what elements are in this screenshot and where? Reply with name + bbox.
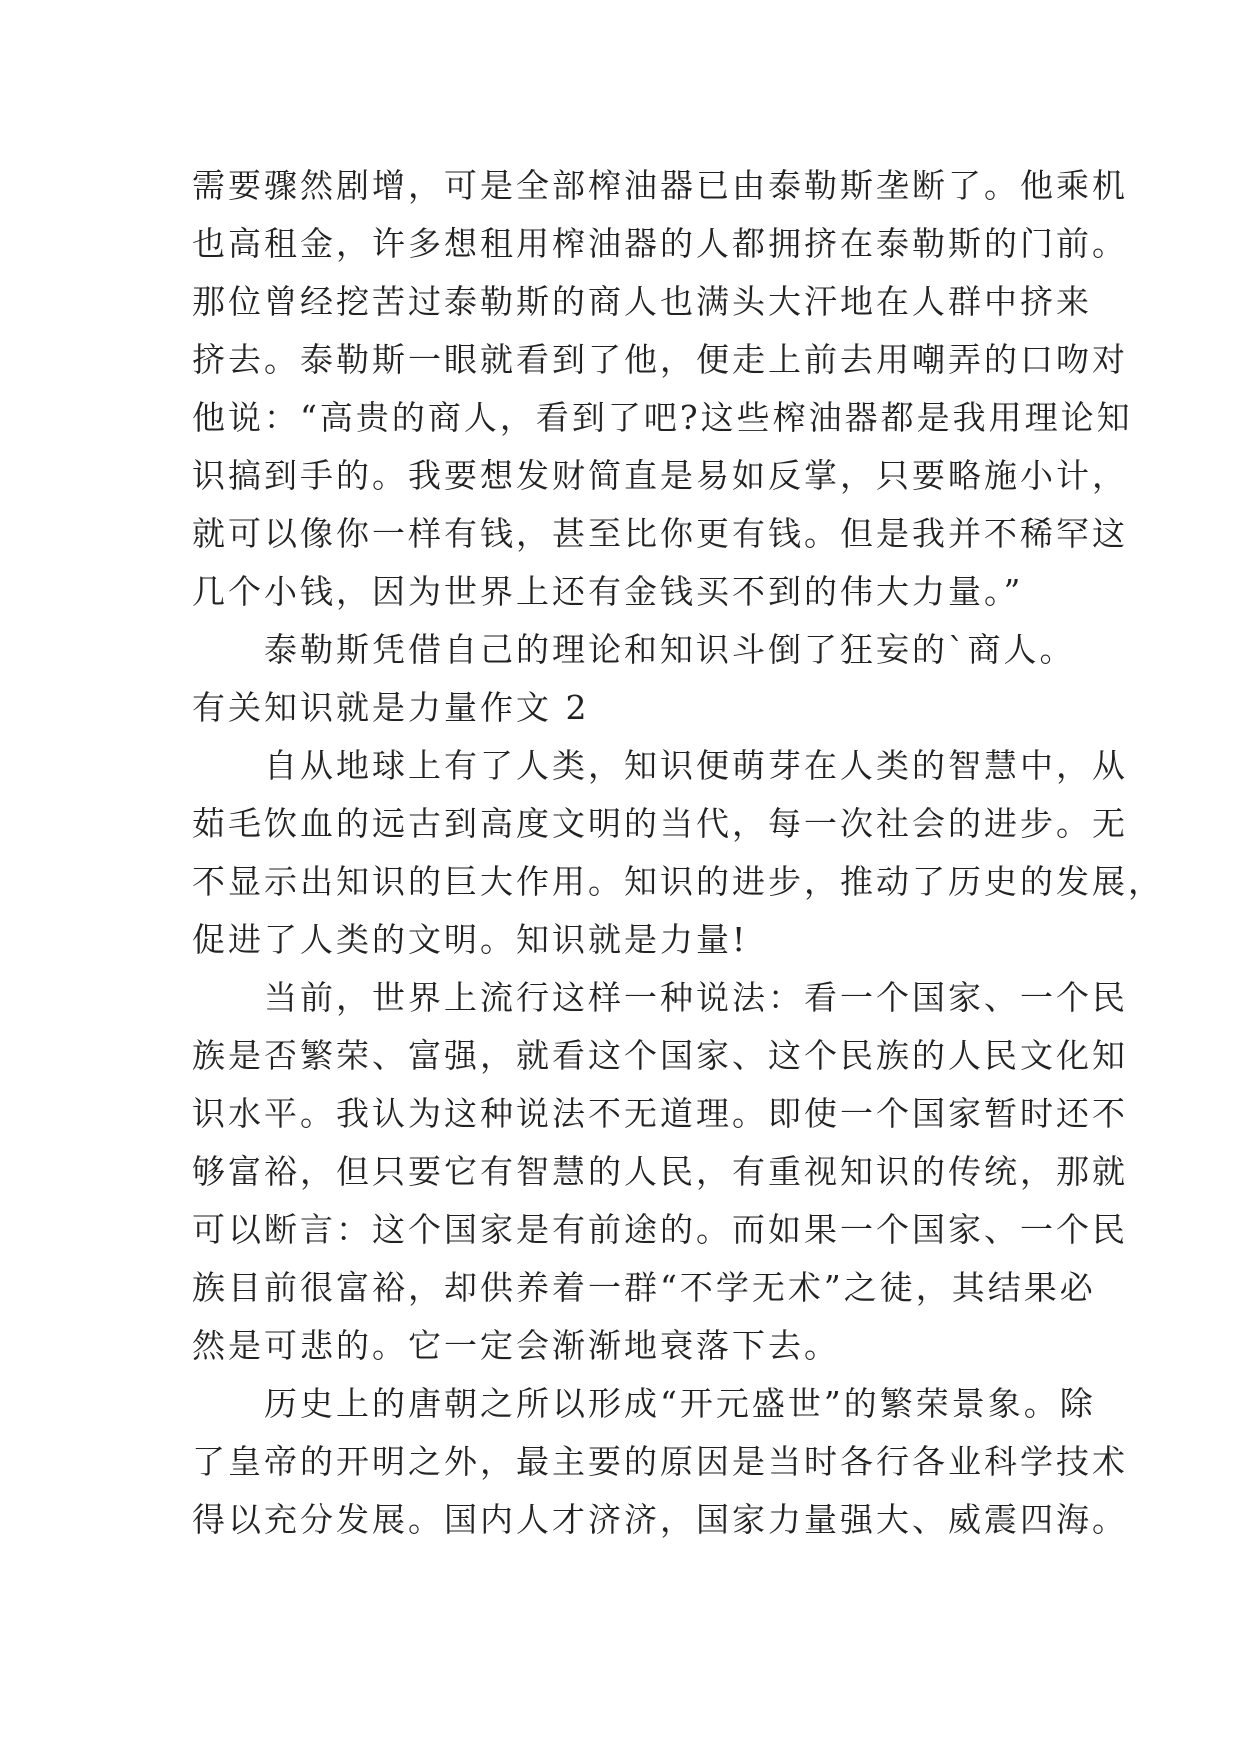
text-line: 茹毛饮血的远古到高度文明的当代，每一次社会的进步。无 (192, 804, 1128, 843)
text-line: 需要骤然剧增，可是全部榨油器已由泰勒斯垄断了。他乘机 (192, 166, 1128, 205)
section-heading: 有关知识就是力量作文 2 (192, 688, 590, 727)
text-line: 识水平。我认为这种说法不无道理。即使一个国家暂时还不 (192, 1094, 1128, 1133)
text-line: 族是否繁荣、富强，就看这个国家、这个民族的人民文化知 (192, 1036, 1128, 1075)
text-line: 可以断言：这个国家是有前途的。而如果一个国家、一个民 (192, 1210, 1128, 1249)
text-line: 然是可悲的。它一定会渐渐地衰落下去。 (192, 1326, 840, 1365)
text-line: 那位曾经挖苦过泰勒斯的商人也满头大汗地在人群中挤来 (192, 282, 1092, 321)
text-line: 得以充分发展。国内人才济济，国家力量强大、威震四海。 (192, 1500, 1128, 1539)
text-line: 挤去。泰勒斯一眼就看到了他，便走上前去用嘲弄的口吻对 (192, 340, 1128, 379)
text-line: 够富裕，但只要它有智慧的人民，有重视知识的传统，那就 (192, 1152, 1128, 1191)
text-line: 识搞到手的。我要想发财简直是易如反掌，只要略施小计， (192, 456, 1128, 495)
text-line: 当前，世界上流行这样一种说法：看一个国家、一个民 (192, 978, 1128, 1017)
text-line: 他说：“高贵的商人，看到了吧?这些榨油器都是我用理论知 (192, 398, 1133, 437)
text-line: 就可以像你一样有钱，甚至比你更有钱。但是我并不稀罕这 (192, 514, 1128, 553)
text-line: 几个小钱，因为世界上还有金钱买不到的伟大力量。” (192, 572, 1024, 611)
text-line: 自从地球上有了人类，知识便萌芽在人类的智慧中，从 (192, 746, 1128, 785)
text-line: 历史上的唐朝之所以形成“开元盛世”的繁荣景象。除 (192, 1384, 1096, 1423)
text-line: 也高租金，许多想租用榨油器的人都拥挤在泰勒斯的门前。 (192, 224, 1128, 263)
text-line: 促进了人类的文明。知识就是力量! (192, 920, 749, 959)
text-line: 族目前很富裕，却供养着一群“不学无术”之徒，其结果必 (192, 1268, 1096, 1307)
text-line: 了皇帝的开明之外，最主要的原因是当时各行各业科学技术 (192, 1442, 1128, 1481)
text-line: 泰勒斯凭借自己的理论和知识斗倒了狂妄的`商人。 (192, 630, 1076, 669)
text-line: 不显示出知识的巨大作用。知识的进步，推动了历史的发展， (192, 862, 1164, 901)
